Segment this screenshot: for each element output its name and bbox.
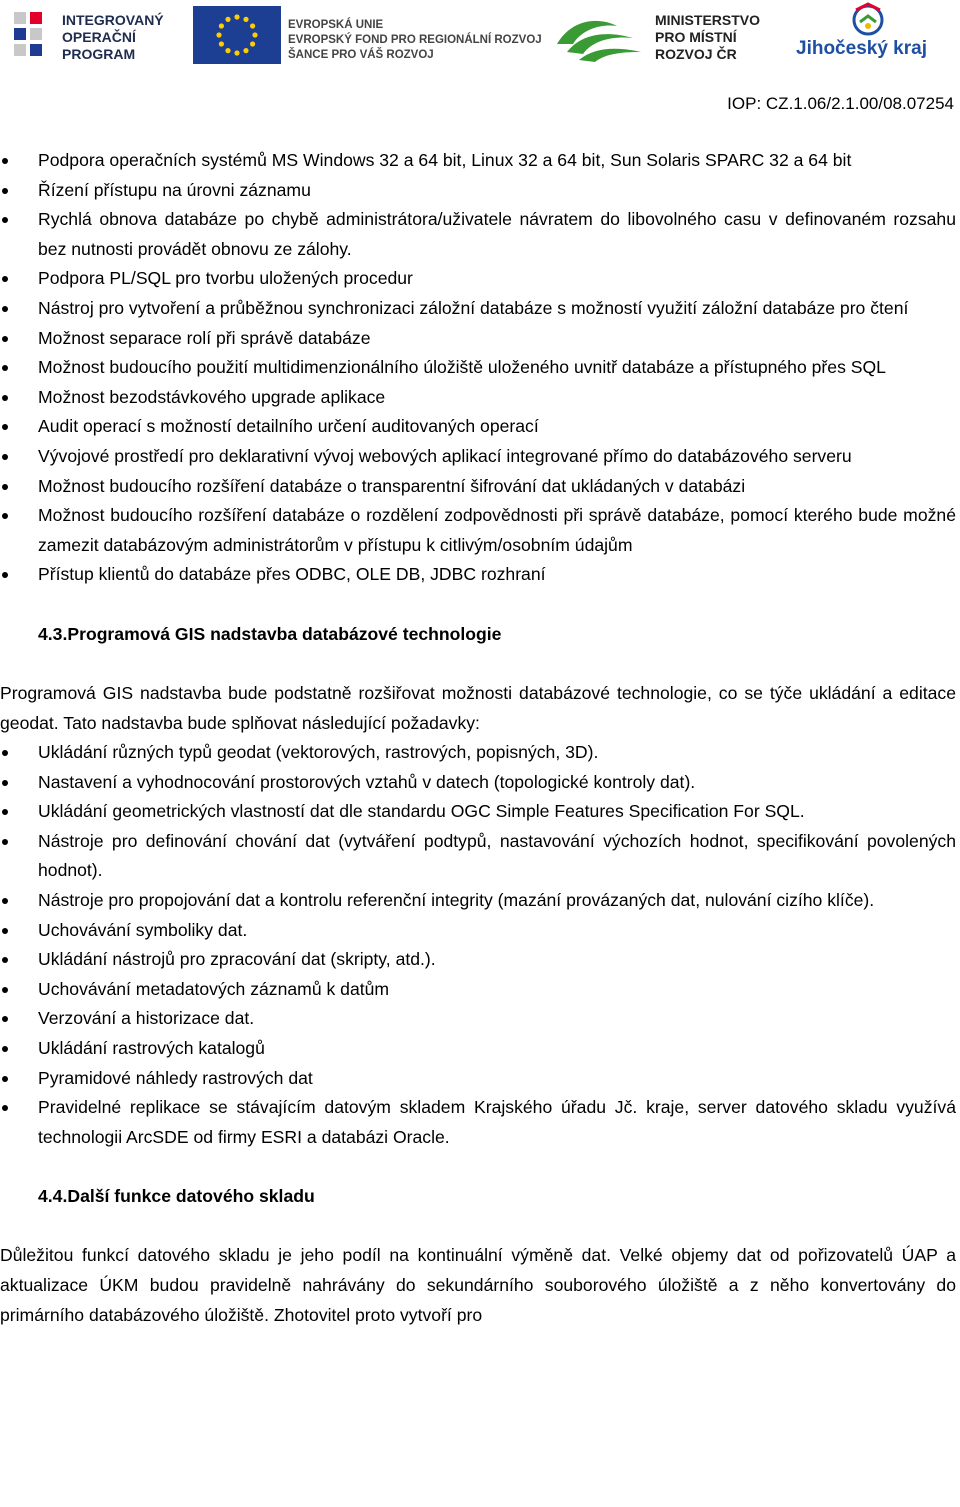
list-item: Možnost budoucího rozšíření databáze o transparentní šifrování dat ukládaných v databázi xyxy=(0,472,956,502)
list-item: Ukládání různých typů geodat (vektorových, rastrových, popisných, 3D). xyxy=(0,738,956,768)
list-item: Pravidelné replikace se stávajícím datovým skladem Krajského úřadu Jč. kraje, server datového skladu využívá technologii ArcSDE od firmy ESRI a databázi Oracle. xyxy=(0,1093,956,1152)
list-item: Možnost separace rolí při správě databáze xyxy=(0,324,956,354)
database-features-list xyxy=(0,146,956,590)
list-item: Nastavení a vyhodnocování prostorových vztahů v datech (topologické kontroly dat). xyxy=(0,768,956,798)
list-item: Uchovávání symboliky dat. xyxy=(0,916,956,946)
list-item: Uchovávání metadatových záznamů k datům xyxy=(0,975,956,1005)
list-item: Ukládání geometrických vlastností dat dle standardu OGC Simple Features Specification For SQL. xyxy=(0,797,956,827)
list-item: Možnost budoucího rozšíření databáze o rozdělení zodpovědnosti při správě databáze, pomocí kterého bude možné zamezit databázovým administrátorům v přístupu k citlivým/osobním údajům xyxy=(0,501,956,560)
section-number: 4.4. xyxy=(38,1186,68,1207)
list-item: Pyramidové náhledy rastrových dat xyxy=(0,1064,956,1094)
project-id: IOP: CZ.1.06/2.1.00/08.07254 xyxy=(727,94,954,113)
section-title: Další funkce datového skladu xyxy=(67,1186,315,1207)
list-item: Verzování a historizace dat. xyxy=(0,1004,956,1034)
list-item: Možnost bezodstávkového upgrade aplikace xyxy=(0,383,956,413)
list-item: Nástroje pro propojování dat a kontrolu referenční integrity (mazání provázaných dat, nulování cizího klíče). xyxy=(0,886,956,916)
section-4-3-heading xyxy=(0,619,956,649)
section-4-4-intro: Důležitou funkcí datového skladu je jeho podíl na kontinuální výměně dat. Velké objemy dat od pořizovatelů ÚAP a aktualizace ÚKM budou pravidelně nahrávány do sekundárního souborového úložiště a z něho konvertovány do primárního databázového úložiště. Zhotovitel proto vytvoří pro xyxy=(0,1245,956,1325)
list-item: Ukládání nástrojů pro zpracování dat (skripty, atd.). xyxy=(0,945,956,975)
section-title: Programová GIS nadstavba databázové technologie xyxy=(67,623,502,644)
section-4-3-intro: Programová GIS nadstavba bude podstatně rozšiřovat možnosti databázové technologie, co se týče ukládání a editace geodat. Tato nadstavba bude splňovat následující požadavky: xyxy=(0,682,956,733)
list-item: Podpora PL/SQL pro tvorbu uložených procedur xyxy=(0,264,956,294)
list-item: Vývojové prostředí pro deklarativní vývoj webových aplikací integrované přímo do databázového serveru xyxy=(0,442,956,472)
list-item: Ukládání rastrových katalogů xyxy=(0,1034,956,1064)
list-item: Nástroje pro definování chování dat (vytváření podtypů, nastavování výchozích hodnot, specifikování povolených hodnot). xyxy=(0,827,956,886)
list-item: Audit operací s možností detailního určení auditovaných operací xyxy=(0,412,956,442)
document-body xyxy=(0,146,956,1330)
eu-flag-icon xyxy=(193,6,281,64)
mmr-logo-text: MINISTERSTVO PRO MÍSTNÍ ROZVOJ ČR xyxy=(655,12,761,62)
iop-logo-text: INTEGROVANÝ OPERAČNÍ PROGRAM xyxy=(62,12,164,62)
jihocesky-kraj-text: Jihočeský kraj xyxy=(796,38,927,59)
list-item: Rychlá obnova databáze po chybě administrátora/uživatele návratem do libovolného casu v definovaném rozsahu bez nutnosti provádět obnovu ze zálohy. xyxy=(0,205,956,264)
eu-logo-text: EVROPSKÁ UNIE EVROPSKÝ FOND PRO REGIONÁLNÍ ROZVOJ ŠANCE PRO VÁŠ ROZVOJ xyxy=(288,19,542,61)
list-item: Nástroj pro vytvoření a průběžnou synchronizaci záložní databáze s možností využití záložní databáze pro čtení xyxy=(0,294,956,324)
list-item: Podpora operačních systémů MS Windows 32 a 64 bit, Linux 32 a 64 bit, Sun Solaris SPARC 32 a 64 bit xyxy=(0,146,956,176)
list-item: Možnost budoucího použití multidimenzionálního úložiště uloženého uvnitř databáze a přístupného přes SQL xyxy=(0,353,956,383)
list-item: Řízení přístupu na úrovni záznamu xyxy=(0,176,956,206)
mmr-logo-icon xyxy=(553,14,645,64)
section-number: 4.3. xyxy=(38,623,68,644)
jihocesky-kraj-emblem-icon xyxy=(838,2,898,40)
gis-requirements-list xyxy=(0,738,956,1152)
list-item: Přístup klientů do databáze přes ODBC, OLE DB, JDBC rozhraní xyxy=(0,560,956,590)
logo-band xyxy=(0,0,960,76)
section-4-4-heading xyxy=(0,1181,956,1211)
